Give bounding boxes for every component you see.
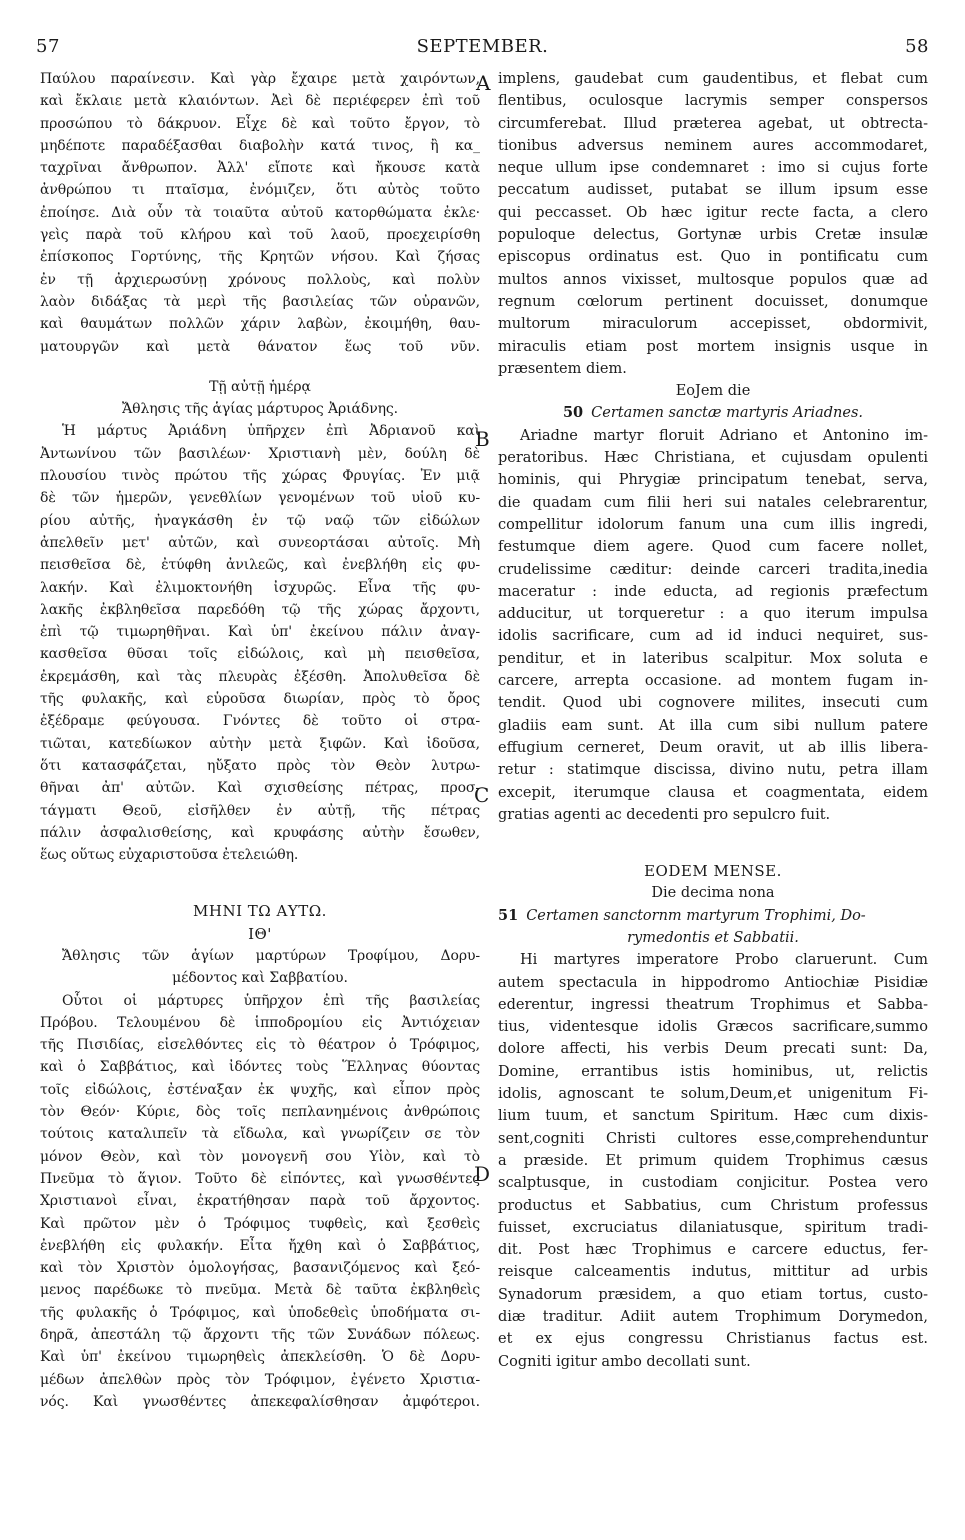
text-line: episcopus ordinatus est. Quo in pontificatu cum xyxy=(498,249,928,266)
spacer xyxy=(40,358,480,376)
text-line: κασθεῖσα θῦσαι τοῖς εἰδώλοις, καὶ μὴ πεισθεῖσα, xyxy=(40,646,480,663)
text-line: productus et Sabbatius, cum Christum professus xyxy=(498,1197,928,1214)
text-line: hominis, qui Phrygiæ principatum tenebat, serva, xyxy=(498,472,928,489)
latin-heading-month: EODEM MENSE. xyxy=(644,862,782,881)
text-line: προσώπου τὸ δάκρυον. Εἶχε δὲ καὶ τοῦτο ἔργον, τὸ xyxy=(40,115,480,132)
greek-column xyxy=(40,68,480,1413)
text-line: πλουσίου τινὸς πρώτου τῆς χώρας Φρυγίας. Ἐν μιᾷ xyxy=(40,468,480,485)
text-line: καὶ ἔκλαιε μετὰ κλαιόντων. Ἀεὶ δὲ περιέφερεν ἐπὶ τοῦ xyxy=(40,93,480,110)
latin-ariadne-last-line: gratias agenti ac decedenti pro sepulcro fuit. xyxy=(498,806,831,823)
text-line: tius, videntesque idolis Græcos sacrificare,summo xyxy=(498,1019,928,1036)
text-line: multorum miraculorum accepisset, obdormivit, xyxy=(498,316,928,333)
text-line: τοῖς εἰδώλοις, ἐστέναξαν ἐκ ψυχῆς, καὶ εἶπον πρὸς xyxy=(40,1081,480,1098)
latin-column xyxy=(498,68,928,1373)
margin-letter-a: A xyxy=(476,71,491,95)
text-line: sent,cogniti Christi cultores esse,comprehenduntur xyxy=(498,1130,928,1147)
text-line: multos annos vixisset, multosque populos quæ ad xyxy=(498,271,928,288)
text-line: τῆς Πισιδίας, εἰσελθόντες εἰς τὸ θέατρον ὁ Τρόφιμος, xyxy=(40,1037,480,1054)
text-line: ederentur, ingressi theatrum Trophimus et Sabba- xyxy=(498,996,928,1013)
latin-title-ariadne: Certamen sanctæ martyris Ariadnes. xyxy=(591,405,864,422)
text-line: δὲ τῶν ἡμερῶν, γενεθλίων γενομένων τοῦ υἱοῦ κυ- xyxy=(40,490,480,507)
latin-trophimus-first-line: Hi martyres imperatore Probo claruerunt. Cum xyxy=(520,952,928,969)
latin-heading-number: Die decima nona xyxy=(651,885,775,902)
page-number-right: 58 xyxy=(905,36,929,57)
text-line: μενος παρέδωκε τὸ πνεῦμα. Μετὰ δὲ ταῦτα ἐκβληθεὶς xyxy=(40,1282,480,1299)
text-line: λακήν. Καὶ ἐλιμοκτονήθη ἰσχυρῶς. Εἶνα τῆς φυ- xyxy=(40,579,480,596)
text-line: ἐκρεμάσθη, καὶ τὰς πλευρὰς ἐξέσθη. Ἀπολυθεῖσα δὲ xyxy=(40,668,480,685)
text-line: ματουργῶν καὶ μετὰ θάνατον ἕως τοῦ νῦν. xyxy=(40,338,480,355)
text-line: τῆς φυλακῆς ὁ Τρόφιμος, καὶ ὑποδεθεὶς ὑποδήματα σι- xyxy=(40,1304,480,1321)
text-line: effugium cerneret, Deum oravit, ut ab illis libera- xyxy=(498,739,928,756)
greek-title-trophimus: Ἄθλησις τῶν ἁγίων μαρτύρων Τροφίμου, Δορυ- xyxy=(62,947,480,964)
text-line: dit. Post hæc Trophimus e carcere eductus, fer- xyxy=(498,1242,928,1259)
greek-trophimus-last-line: νός. Καὶ γνωσθέντες ἀπεκεφαλίσθησαν ἀμφότεροι. xyxy=(40,1393,480,1410)
page-header xyxy=(36,36,929,58)
text-line: πάλιν ἀσφαλισθείσης, καὶ κρυφάσης αὐτὴν ἔσωθεν, xyxy=(40,824,480,841)
text-line: ἐπὶ τῷ τιμωρηθῆναι. Καὶ ὑπ' ἐκείνου πάλιν ἀναγ- xyxy=(40,624,480,641)
latin-section-50-title xyxy=(498,402,928,424)
latin-passage-paul xyxy=(498,68,928,358)
text-line: Χριστιανοὶ εἶναι, ἐκρατήθησαν παρὰ τοῦ ἄρχοντος. xyxy=(40,1193,480,1210)
greek-heading-number: ΙΘ' xyxy=(248,924,272,943)
text-line: dolore affecti, his verbis Deum precati sunt: Da, xyxy=(498,1041,928,1058)
greek-passage-paul xyxy=(40,68,480,358)
text-line: implens, gaudebat cum gaudentibus, et flebat cum xyxy=(498,71,928,87)
text-line: γεὶς παρὰ τοῦ κλήρου καὶ τοῦ λαοῦ, προεχειρίσθη xyxy=(40,227,480,244)
page-number-left: 57 xyxy=(36,36,60,57)
text-line: ἐν τῇ ἀρχιερωσύνῃ χρόνους πολλοὺς, καὶ πολὺν xyxy=(40,271,480,288)
text-line: τάγματι Θεοῦ, εἰσῆλθεν ἐν αὐτῇ, τῆς πέτρας xyxy=(40,802,480,819)
text-line: lium tuum, et sanctum Spiritum. Hæc cum dixis- xyxy=(498,1108,928,1125)
text-line: crudelissime cæditur: deinde carceri tradita,inedia xyxy=(498,561,928,578)
text-line: ἀπελθεῖν μετ' αὐτῶν, καὶ συνεορτάσαι αὐτοῖς. Μὴ xyxy=(40,534,480,551)
text-line: festumque diem agere. Quod cum facere nollet, xyxy=(498,539,928,556)
text-line: ἀνθρώπου τι πταῖσμα, ἐνόμιζεν, ὅτι αὐτὸς τοῦτο xyxy=(40,182,480,199)
latin-title-trophimus-cont: rymedontis et Sabbatii. xyxy=(627,929,799,946)
running-title: SEPTEMBER. xyxy=(416,36,549,57)
text-line: populoque delectus, Gortynæ urbis Cretæ insulæ xyxy=(498,227,928,244)
text-line: peratoribus. Hæc Christiana, et cujusdam opulenti xyxy=(498,450,928,467)
text-line: Ἀντωνίνου τῶν βασιλέων· Χριστιανὴ μὲν, δούλη δὲ xyxy=(40,445,480,462)
text-line: peccatum audisset, putabat se illum ipsum esse xyxy=(498,182,928,199)
margin-letter-c: C xyxy=(474,783,490,807)
spacer xyxy=(498,826,928,860)
text-line: ταχρῖναι ἄνθρωπον. Ἀλλ' εἴποτε καὶ ἤκουσε κατὰ xyxy=(40,160,480,177)
text-line: μηδέποτε παραδέξασθαι διαβολὴν κατά τινος, ἢ κα_ xyxy=(40,137,480,154)
latin-section-51-title xyxy=(498,905,928,927)
latin-passage-trophimus xyxy=(498,972,928,1351)
text-line: Καὶ πρῶτον μὲν ὁ Τρόφιμος τυφθεὶς, καὶ ξεσθεὶς xyxy=(40,1215,480,1232)
text-line: ἐξέδραμε φεύγουσα. Γνόντες δὲ τοῦτο οἱ στρα- xyxy=(40,713,480,730)
margin-letter-d: D xyxy=(474,1162,491,1186)
text-line: Πνεῦμα τὸ ἅγιον. Τοῦτο δὲ εἰπόντες, καὶ γνωσθέντες xyxy=(40,1170,480,1187)
latin-ariadne-first-line: Ariadne martyr floruit Adriano et Antonino im- xyxy=(520,427,928,444)
greek-passage-ariadne xyxy=(40,443,480,844)
text-line: ἐνεβλήθη εἰς φυλακήν. Εἶτα ἤχθη καὶ ὁ Σαββάτιος, xyxy=(40,1237,480,1254)
text-line: πεισθεῖσα δὲ, ἐτύφθη ἀνιλεῶς, καὶ ἐνεβλήθη εἰς φυ- xyxy=(40,557,480,574)
text-line: δηρᾶ, ἀπεστάλη τῷ ἄρχοντι τῆς τῶν Συνάδων πόλεως. xyxy=(40,1327,480,1344)
text-line: flentibus, oculosque lacrymis semper conspersos xyxy=(498,93,928,110)
text-line: καὶ θαυμάτων πολλῶν χάριν λαβὼν, ἐκοιμήθη, θαυ- xyxy=(40,316,480,333)
text-line: ὅτι κατασφάζεται, ηὔξατο πρὸς τὸν Θεὸν λυτρω- xyxy=(40,757,480,774)
latin-title-trophimus: Certamen sanctornm martyrum Trophimi, Do- xyxy=(526,907,866,924)
greek-title-trophimus-cont: μέδοντος καὶ Σαββατίου. xyxy=(172,970,348,987)
text-line: fuisset, excruciatus dilaniatusque, spiritum tradi- xyxy=(498,1219,928,1236)
section-number-51: 51 xyxy=(498,906,519,924)
spacer xyxy=(40,866,480,900)
text-line: die quadam cum filii heri sui natales celebrarentur, xyxy=(498,494,928,511)
section-number-50: 50 xyxy=(562,404,584,422)
text-line: maceratur : inde educta, ad regionis præfectum xyxy=(498,583,928,600)
greek-heading-month: ΜΗΝΙ ΤΩ ΑΥΤΩ. xyxy=(193,902,327,921)
text-line: idolis sacrificare, cum ad id induci nequiret, sus- xyxy=(498,628,928,645)
text-line: tendit. Quod ubi cognovere milites, insecuti cum xyxy=(498,695,928,712)
text-line: excepit, iterumque clausa et coagmentata, eidem xyxy=(498,784,928,801)
latin-heading-day: EoJem die xyxy=(675,383,751,400)
greek-ariadne-last-line: ἕως οὕτως εὐχαριστοῦσα ἐτελειώθη. xyxy=(40,847,299,864)
text-line: neque ullum ipse condemnaret : imo si cujus forte xyxy=(498,160,928,177)
text-line: τῆς φυλακῆς, καὶ εὑροῦσα διωρίαν, πρὸς τὸ ὄρος xyxy=(40,691,480,708)
text-line: Καὶ ὑπ' ἐκείνου τιμωρηθεὶς ἀπεκλείσθη. Ὁ δὲ Δορυ- xyxy=(40,1349,480,1366)
text-line: καὶ ὁ Σαββάτιος, καὶ ἰδόντες τοὺς Ἕλληνας θύοντας xyxy=(40,1059,480,1076)
text-line: circumferebat. Illud præterea agebat, ut obtrecta- xyxy=(498,115,928,132)
text-line: regnum cœlorum pertinent docuisset, donumque xyxy=(498,293,928,310)
latin-part1-last-line: præsentem diem. xyxy=(498,360,627,377)
text-line: λακῆς ἐκβληθεῖσα παρεδόθη τῷ τῆς χώρας ἄρχοντι, xyxy=(40,601,480,618)
text-line: penditur, et in lateribus scalpitur. Mox soluta e xyxy=(498,650,928,667)
text-line: τὸν Θεόν· Κύριε, δὸς τοῖς πεπλανημένοις ἀνθρώποις xyxy=(40,1104,480,1121)
text-line: λαὸν διδάξας τὰ μερὶ τῆς βασιλείας τῶν οὐρανῶν, xyxy=(40,293,480,310)
text-line: Domine, errantibus istis hominibus, ut, relictis xyxy=(498,1063,928,1080)
greek-trophimus-first-line: Οὗτοι οἱ μάρτυρες ὑπῆρχον ἐπὶ τῆς βασιλείας xyxy=(62,992,480,1009)
text-line: Πρόβου. Τελουμένου δὲ ἱπποδρομίου εἰς Ἀντιόχειαν xyxy=(40,1014,480,1031)
text-line: miraculis etiam post mortem insignis usque in xyxy=(498,338,928,355)
text-line: idolis, agnoscant te solum,Deum,et unigenitum Fi- xyxy=(498,1086,928,1103)
text-line: μέδων ἀπελθὼν πρὸς τὸν Τρόφιμον, ἐγένετο Χριστια- xyxy=(40,1371,480,1388)
text-line: scalptusque, in custodiam conjicitur. Postea vero xyxy=(498,1175,928,1192)
text-line: qui peccasset. Ob hæc igitur recte facta, a clero xyxy=(498,204,928,221)
text-line: τούτοις καταλιπεῖν τὰ εἴδωλα, καὶ γνωρίζειν σε τὸν xyxy=(40,1126,480,1143)
text-line: carcere, arrepta occasione. ad montem fugam in- xyxy=(498,673,928,690)
text-line: θῆναι ἀπ' αὐτῶν. Καὶ σχισθείσης πέτρας, προσ- xyxy=(40,780,480,797)
text-line: καὶ τὸν Χριστὸν ὁμολογήσας, βασανιζόμενος καὶ ξεό- xyxy=(40,1260,480,1277)
text-line: et ex ejus congressu Christianus factus est. xyxy=(498,1331,928,1348)
text-line: μόνον Θεὸν, καὶ τὸν μονογενῆ σου Υἱὸν, καὶ τὸ xyxy=(40,1148,480,1165)
text-line: retur : statimque discissa, divino nutu, petra illam xyxy=(498,762,928,779)
text-line: Synadorum præsidem, a quo etiam tortus, custo- xyxy=(498,1286,928,1303)
text-line: gladiis eam sunt. At illa cum sibi nullum patere xyxy=(498,717,928,734)
text-line: Παύλου παραίνεσιν. Καὶ γὰρ ἔχαιρε μετὰ χαιρόντων, xyxy=(40,71,480,87)
text-line: ρίου αὐτῆς, ἠναγκάσθη ἐν τῷ ναῷ τῶν εἰδώλων xyxy=(40,512,480,529)
text-line: τιῶται, κατεδίωκον αὐτὴν μετὰ ξιφῶν. Καὶ ἰδοῦσα, xyxy=(40,735,480,752)
text-line: diæ traditur. Adiit autem Trophimum Dorymedon, xyxy=(498,1309,928,1326)
text-line: autem spectacula in hippodromo Antiochiæ Pisidiæ xyxy=(498,974,928,991)
text-line: adducitur, ut torqueretur : a quo iterum impulsa xyxy=(498,606,928,623)
text-line: reisque calceamentis indutus, mittitur ad urbis xyxy=(498,1264,928,1281)
text-line: ἐπίσκοπος Γορτύνης, τῆς Κρητῶν νήσου. Καὶ ζήσας xyxy=(40,249,480,266)
greek-heading-day: Τῇ αὐτῇ ἡμέρᾳ xyxy=(209,378,311,395)
greek-title-ariadne: Ἄθλησις τῆς ἁγίας μάρτυρος Ἀριάδνης. xyxy=(121,401,399,418)
text-line: compellitur idolorum fanum una cum illis ingredi, xyxy=(498,516,928,533)
text-line: a præside. Et primum quidem Trophimus cæsus xyxy=(498,1152,928,1169)
latin-passage-ariadne xyxy=(498,447,928,804)
greek-passage-trophimus xyxy=(40,1012,480,1391)
greek-ariadne-first-line: Ἡ μάρτυς Ἀριάδνη ὑπῆρχεν ἐπὶ Ἀδριανοῦ καὶ xyxy=(62,423,480,440)
text-line: ἐποίησε. Διὰ οὖν τὰ τοιαῦτα αὐτοῦ κατορθώματα ἐκλε· xyxy=(40,204,480,221)
latin-trophimus-last-line: Cogniti igitur ambo decollati sunt. xyxy=(498,1353,751,1370)
margin-letter-b: B xyxy=(475,427,490,451)
text-line: tionibus adversus neminem aures accommodaret, xyxy=(498,137,928,154)
